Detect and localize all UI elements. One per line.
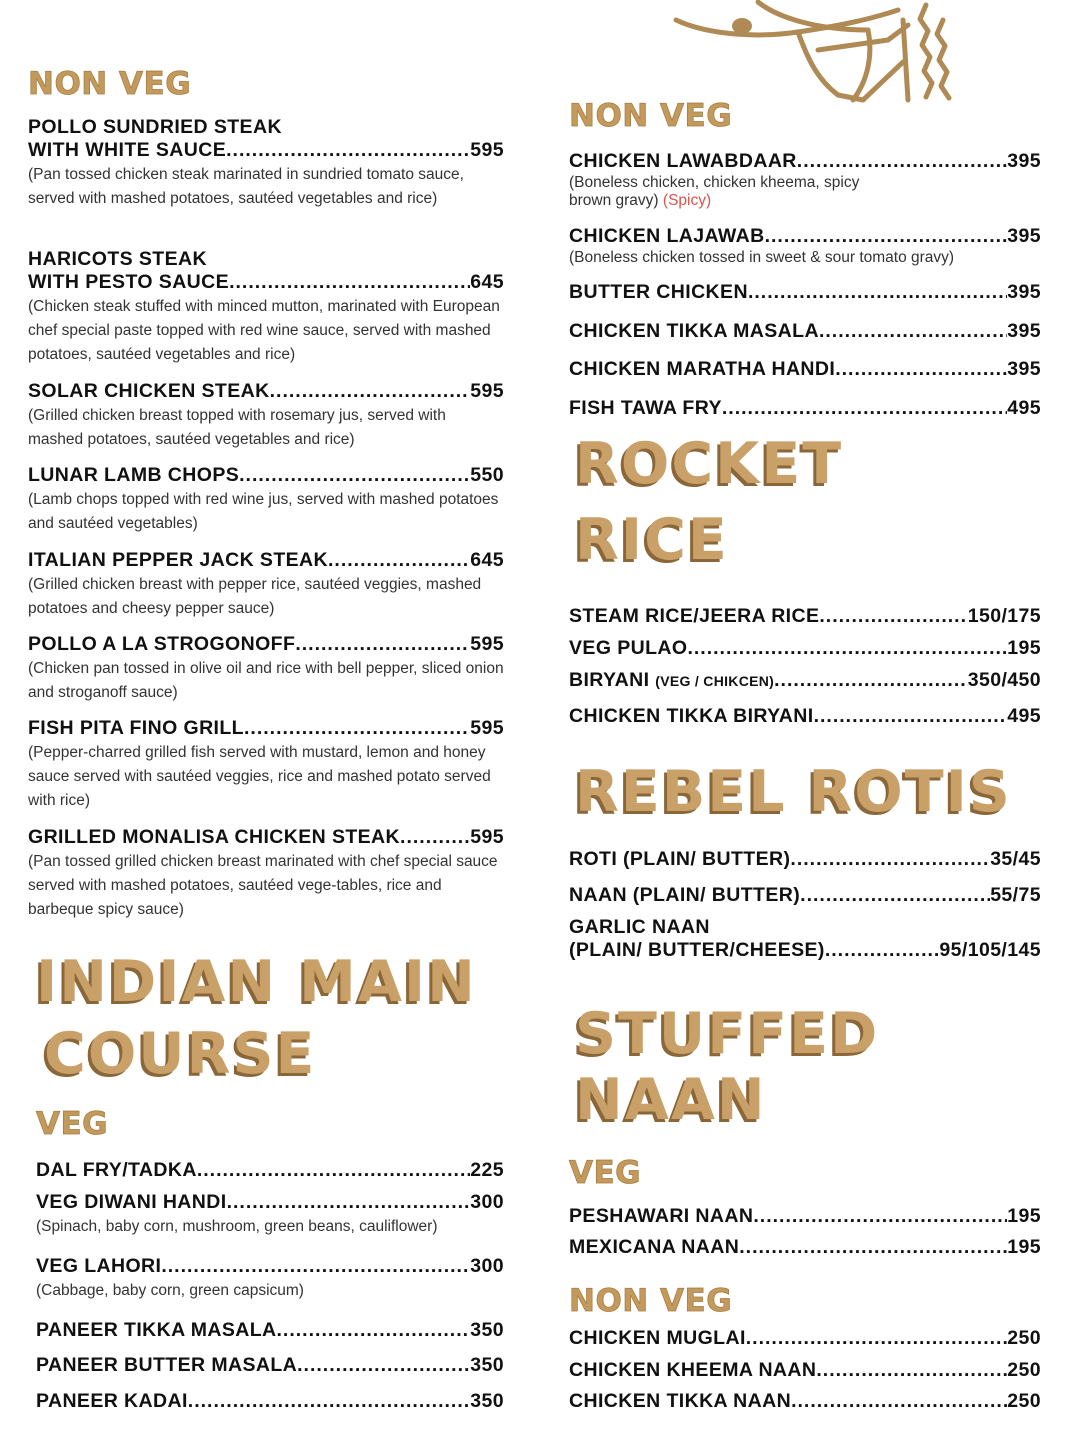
- item-name: FISH PITA FINO GRILL: [28, 717, 244, 739]
- menu-item: [28, 248, 504, 367]
- leader-dots: [188, 1390, 470, 1413]
- item-price: 395: [1007, 358, 1041, 380]
- item-description: (Chicken steak stuffed with minced mutton, marinated with European chef special paste topped with red wine sauce, served with mashed potatoes, sautéed vegetables and rice): [28, 298, 500, 363]
- section-title: COURSE: [44, 1021, 317, 1087]
- item-price: 250: [1007, 1390, 1041, 1412]
- item-description: (Pepper-charred grilled fish served with mustard, lemon and honey sauce served with sautéed veggies, rice and mashed potato served with rice): [28, 744, 491, 809]
- section-heading-veg: VEG: [569, 1155, 642, 1191]
- leader-dots: [797, 150, 1007, 173]
- leader-dots: [819, 320, 1007, 343]
- item-name: MEXICANA NAAN: [569, 1236, 740, 1258]
- section-heading-nonveg: NON VEG: [569, 1283, 733, 1319]
- item-price: 250: [1007, 1359, 1041, 1381]
- item-name: CHICKEN TIKKA MASALA: [569, 320, 819, 342]
- leader-dots: [774, 669, 968, 692]
- menu-item: [28, 116, 504, 211]
- item-description: (Boneless chicken tossed in sweet & sour tomato gravy): [569, 249, 955, 266]
- menu-item: [569, 705, 1041, 728]
- item-description: (Chicken pan tossed in olive oil and rice with bell pepper, sliced onion and stroganoff sauce): [28, 660, 504, 701]
- item-price: 300: [470, 1191, 504, 1213]
- item-price: 350: [470, 1354, 504, 1376]
- menu-item: [569, 1327, 1041, 1350]
- item-name: POLLO A LA STROGONOFF: [28, 633, 296, 655]
- item-name-line1: HARICOTS STEAK: [28, 248, 207, 270]
- section-title: ROCKET: [575, 431, 844, 497]
- menu-item: [28, 549, 504, 621]
- leader-dots: [297, 1354, 470, 1377]
- item-description: (Boneless chicken, chicken kheema, spicy brown gravy): [569, 174, 860, 209]
- leader-dots: [328, 549, 470, 572]
- leader-dots: [835, 358, 1007, 381]
- item-name-line1: POLLO SUNDRIED STEAK: [28, 116, 282, 138]
- item-note: (VEG / CHIKCEN): [655, 673, 775, 689]
- item-price: 645: [470, 271, 504, 293]
- menu-item: [28, 826, 504, 922]
- menu-item: [569, 605, 1041, 628]
- menu-item: [569, 637, 1041, 660]
- item-price: 350/450: [967, 669, 1041, 691]
- leader-dots: [746, 1327, 1007, 1350]
- leader-dots: [687, 637, 1007, 660]
- item-price: 550: [470, 464, 504, 486]
- leader-dots: [814, 705, 1008, 728]
- item-description: (Spinach, baby corn, mushroom, green beans, cauliflower): [36, 1218, 438, 1235]
- item-name: CHICKEN TIKKA BIRYANI: [569, 705, 814, 727]
- item-name: NAAN (PLAIN/ BUTTER): [569, 884, 801, 906]
- menu-item: [569, 358, 1041, 381]
- menu-item: [569, 397, 1041, 420]
- item-name: SOLAR CHICKEN STEAK: [28, 380, 270, 402]
- leader-dots: [748, 281, 1007, 304]
- leader-dots: [800, 884, 990, 907]
- item-price: 195: [1007, 637, 1041, 659]
- menu-item: [28, 717, 504, 813]
- item-price: 395: [1007, 150, 1041, 172]
- leader-dots: [227, 1191, 471, 1214]
- section-heading-nonveg: NON VEG: [28, 66, 192, 102]
- item-price: 595: [470, 139, 504, 161]
- item-price: 395: [1007, 320, 1041, 342]
- item-price: 350: [470, 1390, 504, 1412]
- item-description: (Pan tossed grilled chicken breast marinated with chef special sauce served with mashed potatoes, sautéed vege-tables, rice and barbeque spicy sauce): [28, 853, 498, 918]
- item-price: 645: [470, 549, 504, 571]
- item-price: 595: [470, 633, 504, 655]
- leader-dots: [790, 848, 990, 871]
- menu-item: [569, 848, 1041, 871]
- item-name: CHICKEN LAJAWAB: [569, 225, 765, 247]
- leader-dots: [295, 633, 470, 656]
- item-name: LUNAR LAMB CHOPS: [28, 464, 240, 486]
- item-price: 35/45: [990, 848, 1041, 870]
- menu-item: [36, 1191, 504, 1239]
- item-price: 595: [470, 826, 504, 848]
- leader-dots: [277, 1319, 471, 1342]
- section-title: NAAN: [575, 1067, 767, 1133]
- item-name: VEG PULAO: [569, 637, 688, 659]
- spicy-label: (Spicy): [662, 192, 712, 209]
- leader-dots: [739, 1236, 1007, 1259]
- menu-item: [28, 633, 504, 705]
- item-name: BIRYANI: [569, 669, 650, 691]
- item-name: CHICKEN MUGLAI: [569, 1327, 746, 1349]
- item-name: CHICKEN KHEEMA NAAN: [569, 1359, 817, 1381]
- item-price: 95/105/145: [939, 939, 1041, 961]
- item-name: PANEER KADAI: [36, 1390, 188, 1412]
- menu-item: [569, 916, 1041, 962]
- item-name-line1: GARLIC NAAN: [569, 916, 710, 938]
- leader-dots: [229, 271, 470, 294]
- item-name: (PLAIN/ BUTTER/CHEESE): [569, 939, 825, 961]
- item-name: VEG LAHORI: [36, 1255, 162, 1277]
- item-price: 300: [470, 1255, 504, 1277]
- leader-dots: [226, 139, 470, 162]
- leader-dots: [791, 1390, 1007, 1413]
- section-title: RICE: [575, 507, 729, 573]
- item-name: CHICKEN TIKKA NAAN: [569, 1390, 792, 1412]
- item-description: (Pan tossed chicken steak marinated in sundried tomato sauce, served with mashed potatoes, sautéed vegetables and rice): [28, 166, 464, 207]
- section-title: INDIAN MAIN: [36, 949, 477, 1015]
- item-name: STEAM RICE/JEERA RICE: [569, 605, 820, 627]
- item-price: 395: [1007, 225, 1041, 247]
- item-description: (Grilled chicken breast with pepper rice, sautéed veggies, mashed potatoes and cheesy pepper sauce): [28, 576, 482, 617]
- menu-item: [36, 1390, 504, 1413]
- menu-item: [36, 1354, 504, 1377]
- item-name: ROTI (PLAIN/ BUTTER): [569, 848, 791, 870]
- menu-item: [569, 1359, 1041, 1382]
- item-description: (Lamb chops topped with red wine jus, served with mashed potatoes and sautéed vegetables): [28, 491, 499, 532]
- menu-item: [569, 1205, 1041, 1228]
- item-price: 195: [1007, 1205, 1041, 1227]
- leader-dots: [722, 397, 1007, 420]
- item-price: 350: [470, 1319, 504, 1341]
- leader-dots: [197, 1159, 470, 1182]
- leader-dots: [161, 1255, 470, 1278]
- section-title: REBEL ROTIS: [575, 759, 1012, 825]
- item-price: 395: [1007, 281, 1041, 303]
- leader-dots: [244, 717, 470, 740]
- item-name: DAL FRY/TADKA: [36, 1159, 197, 1181]
- leader-dots: [765, 225, 1008, 248]
- item-name: GRILLED MONALISA CHICKEN STEAK: [28, 826, 401, 848]
- item-price: 225: [470, 1159, 504, 1181]
- menu-item: [569, 884, 1041, 907]
- item-name: WITH PESTO SAUCE: [28, 271, 230, 293]
- menu-item: [569, 1236, 1041, 1259]
- menu-item: [36, 1319, 504, 1342]
- menu-item: [569, 225, 1041, 267]
- section-heading-nonveg: NON VEG: [569, 98, 733, 134]
- leader-dots: [816, 1359, 1007, 1382]
- item-name: CHICKEN MARATHA HANDI: [569, 358, 836, 380]
- menu-item: [569, 281, 1041, 304]
- item-price: 55/75: [990, 884, 1041, 906]
- item-description: (Cabbage, baby corn, green capsicum): [36, 1282, 304, 1299]
- menu-item: [28, 464, 504, 536]
- menu-item: [36, 1255, 504, 1303]
- item-name: PANEER TIKKA MASALA: [36, 1319, 277, 1341]
- leader-dots: [819, 605, 967, 628]
- item-name: BUTTER CHICKEN: [569, 281, 748, 303]
- item-description: (Grilled chicken breast topped with rosemary jus, served with mashed potatoes, sautéed vegetables and rice): [28, 407, 446, 448]
- item-price: 495: [1007, 705, 1041, 727]
- menu-item: [28, 380, 504, 452]
- leader-dots: [753, 1205, 1007, 1228]
- item-name: WITH WHITE SAUCE: [28, 139, 227, 161]
- leader-dots: [239, 464, 470, 487]
- item-name: CHICKEN LAWABDAAR: [569, 150, 797, 172]
- menu-item: [569, 1390, 1041, 1413]
- item-price: 595: [470, 380, 504, 402]
- item-name: PANEER BUTTER MASALA: [36, 1354, 298, 1376]
- item-price: 250: [1007, 1327, 1041, 1349]
- item-name: ITALIAN PEPPER JACK STEAK: [28, 549, 329, 571]
- item-name: FISH TAWA FRY: [569, 397, 722, 419]
- section-title: STUFFED: [575, 1001, 880, 1067]
- item-price: 195: [1007, 1236, 1041, 1258]
- menu-item: [569, 320, 1041, 343]
- item-name: PESHAWARI NAAN: [569, 1205, 754, 1227]
- leader-dots: [270, 380, 471, 403]
- item-price: 495: [1007, 397, 1041, 419]
- item-price: 150/175: [967, 605, 1041, 627]
- item-name: VEG DIWANI HANDI: [36, 1191, 227, 1213]
- section-heading-veg: VEG: [36, 1106, 109, 1142]
- leader-dots: [825, 939, 940, 962]
- menu-item: [36, 1159, 504, 1182]
- menu-item: [569, 150, 1041, 210]
- item-price: 595: [470, 717, 504, 739]
- menu-item: [569, 669, 1041, 693]
- leader-dots: [400, 826, 470, 849]
